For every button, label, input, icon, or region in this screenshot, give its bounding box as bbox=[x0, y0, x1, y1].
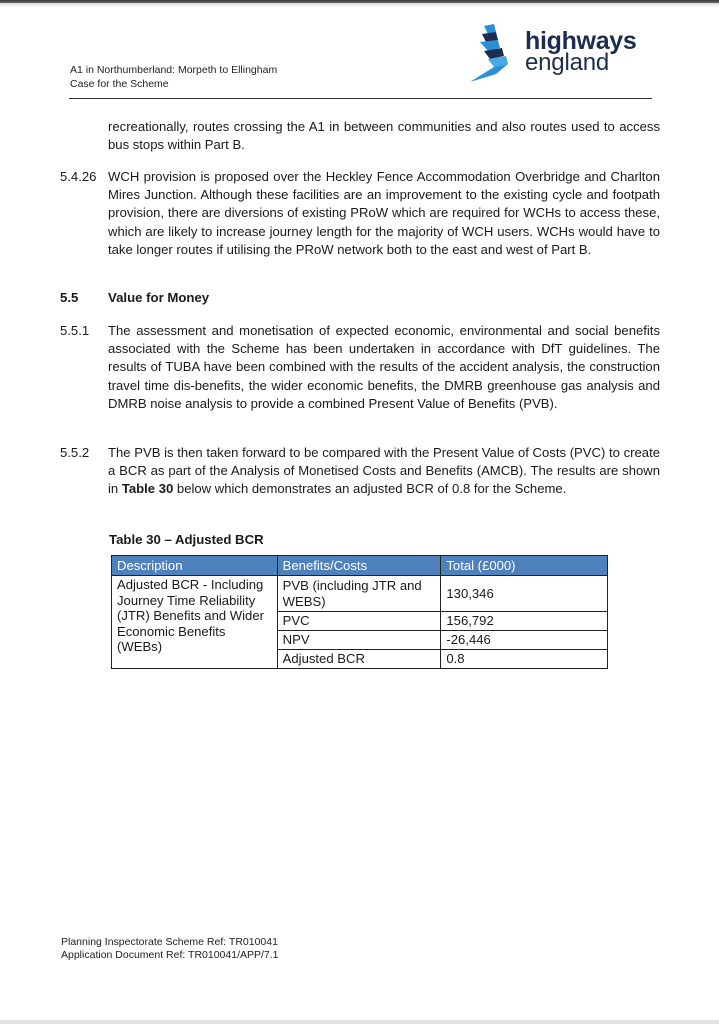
item-cell: PVB (including JTR and WEBS) bbox=[277, 576, 441, 612]
adjusted-bcr-table bbox=[111, 555, 608, 669]
paragraph-text: recreationally, routes crossing the A1 in between communities and also routes used to access bus stops within Part B. bbox=[108, 119, 660, 153]
table-row bbox=[112, 576, 608, 612]
table-reference: Table 30 bbox=[121, 481, 174, 497]
total-cell: 130,346 bbox=[441, 576, 608, 612]
section-title: Value for Money bbox=[108, 290, 210, 305]
column-header-total: Total (£000) bbox=[441, 556, 608, 576]
page-footer bbox=[61, 936, 279, 961]
footer-document-ref: Application Document Ref: TR010041/APP/7.1 bbox=[61, 948, 279, 961]
header-document-title: Case for the Scheme bbox=[70, 78, 169, 90]
table-caption: Table 30 – Adjusted BCR bbox=[109, 532, 264, 547]
highways-england-logo bbox=[466, 24, 656, 84]
logo-word-highways: highways bbox=[525, 27, 637, 55]
paragraph-number: 5.5.1 bbox=[60, 323, 90, 338]
highways-england-ribbon-logo-icon bbox=[466, 24, 526, 84]
logo-word-england: england bbox=[525, 49, 610, 76]
paragraph-number: 5.5.2 bbox=[60, 445, 90, 460]
total-cell: 156,792 bbox=[441, 612, 608, 631]
paragraph-text: WCH provision is proposed over the Heckley Fence Accommodation Overbridge and Charlton Mires Junction. Although these facilities are an improvement to the existing cycle and footpath provision, there are diversions of existing PRoW which are required for WCHs to access these, which are likely to increase journey length for the majority of WCH users. WCHs would have to take longer routes if utilising the PRoW network both to the east and west of Part B. bbox=[108, 169, 660, 257]
header-project-title: A1 in Northumberland: Morpeth to Ellingham bbox=[70, 64, 278, 76]
section-number: 5.5 bbox=[60, 290, 79, 305]
column-header-benefits-costs: Benefits/Costs bbox=[277, 556, 441, 576]
total-cell: 0.8 bbox=[441, 650, 608, 669]
item-cell: PVC bbox=[277, 612, 441, 631]
table-header-row bbox=[112, 556, 608, 576]
paragraph-text-part1: The PVB is then taken forward to be compared with the Present Value of Costs (PVC) to create a BCR as part of the Analysis of Monetised Costs and Benefits (AMCB). The results are shown in bbox=[108, 445, 660, 497]
paragraph-text: The assessment and monetisation of expected economic, environmental and social benefits associated with the Scheme has been undertaken in accordance with DfT guidelines. The results of TUBA have been combined with the results of the accident analysis, the construction travel time dis-benefits, the wider economic benefits, the DMRB greenhouse gas analysis and DMRB noise analysis to provide a combined Present Value of Benefits (PVB). bbox=[108, 323, 660, 411]
section-heading bbox=[60, 290, 210, 305]
header-divider bbox=[69, 98, 652, 99]
paragraph-number: 5.4.26 bbox=[60, 169, 97, 184]
total-cell: -26,446 bbox=[441, 631, 608, 650]
description-cell: Adjusted BCR - Including Journey Time Reliability (JTR) Benefits and Wider Economic Benefits (WEBs) bbox=[112, 576, 278, 669]
paragraph-continuation bbox=[108, 118, 660, 154]
paragraph-5-4-26 bbox=[60, 168, 660, 259]
item-cell: NPV bbox=[277, 631, 441, 650]
paragraph-5-5-2 bbox=[60, 444, 660, 499]
page-header bbox=[70, 63, 277, 91]
item-cell: Adjusted BCR bbox=[277, 650, 441, 669]
paragraph-5-5-1 bbox=[60, 322, 660, 413]
viewer-top-shadow bbox=[0, 3, 719, 7]
paragraph-text-part2: below which demonstrates an adjusted BCR of 0.8 for the Scheme. bbox=[173, 481, 567, 497]
viewer-bottom-edge bbox=[0, 1020, 719, 1024]
column-header-description: Description bbox=[112, 556, 278, 576]
footer-scheme-ref: Planning Inspectorate Scheme Ref: TR010041 bbox=[61, 936, 278, 948]
